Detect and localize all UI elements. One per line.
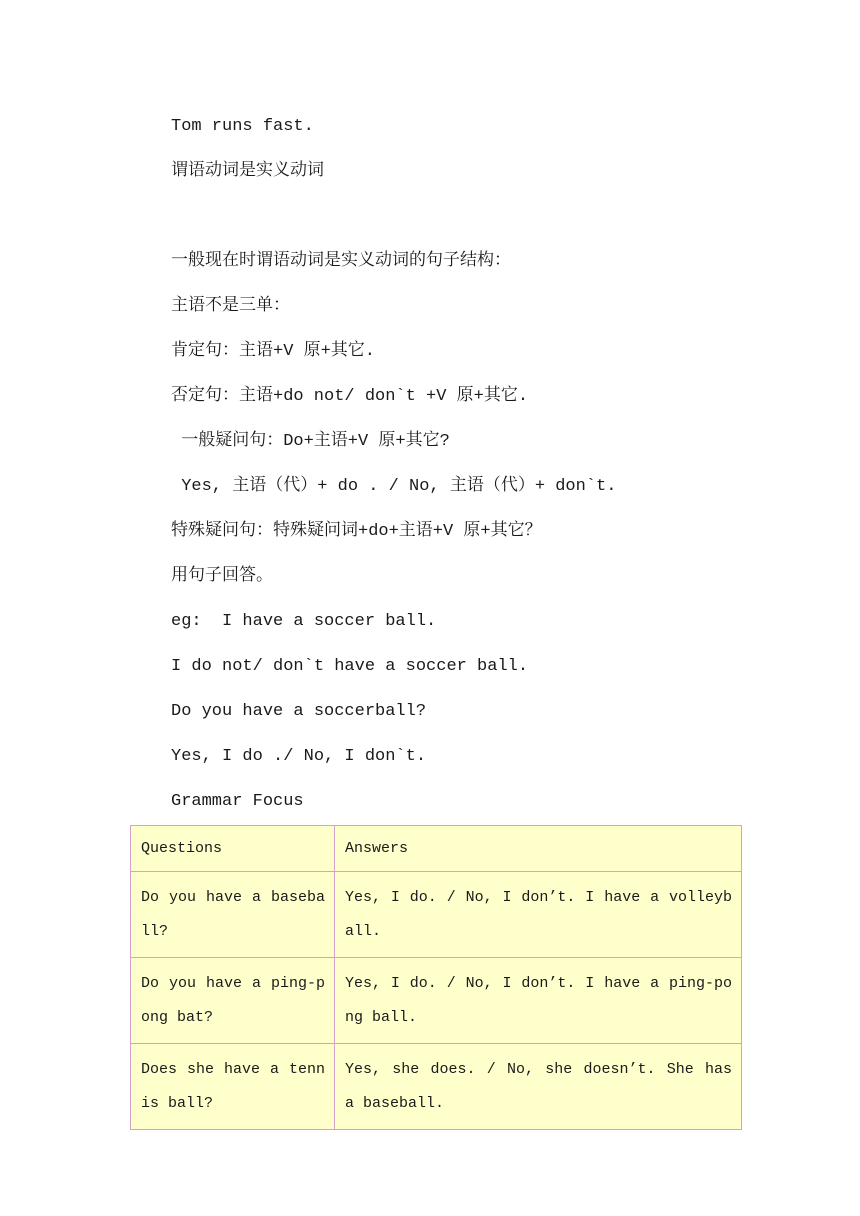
table-header-row — [131, 826, 742, 872]
text-line-3: 一般现在时谓语动词是实义动词的句子结构： — [171, 252, 511, 271]
header-answers: Answers — [335, 826, 742, 872]
text-line-11: eg: I have a soccer ball. — [171, 612, 437, 631]
grammar-focus-table — [130, 825, 741, 1130]
table-row — [131, 1044, 742, 1130]
header-questions: Questions — [131, 826, 335, 872]
table-row — [131, 872, 742, 958]
section-heading-grammar-focus: Grammar Focus — [171, 792, 304, 811]
table-row — [131, 958, 742, 1044]
text-line-1: Tom runs fast. — [171, 117, 314, 136]
text-line-7: 一般疑问句：Do+主语+V 原+其它? — [171, 432, 450, 451]
question-cell: Does she have a tennis ball? — [131, 1044, 335, 1130]
text-line-13: Do you have a soccerball? — [171, 702, 427, 721]
answer-cell: Yes, I do. / No, I don’t. I have a volleyball. — [335, 872, 742, 958]
text-line-10: 用句子回答。 — [171, 567, 273, 586]
question-cell: Do you have a baseball? — [131, 872, 335, 958]
question-cell: Do you have a ping-pong bat? — [131, 958, 335, 1044]
answer-cell: Yes, she does. / No, she doesn’t. She has a baseball. — [335, 1044, 742, 1130]
text-line-12: I do not/ don`t have a soccer ball. — [171, 657, 529, 676]
text-line-14: Yes, I do ./ No, I don`t. — [171, 747, 427, 766]
text-line-8: Yes, 主语（代）+ do . / No, 主语（代）+ don`t. — [171, 477, 617, 496]
text-line-2: 谓语动词是实义动词 — [171, 162, 324, 181]
answer-cell: Yes, I do. / No, I don’t. I have a ping-pong ball. — [335, 958, 742, 1044]
text-line-6: 否定句：主语+do not/ don`t +V 原+其它. — [171, 387, 529, 406]
text-line-9: 特殊疑问句：特殊疑问词+do+主语+V 原+其它？ — [171, 522, 542, 541]
text-line-5: 肯定句：主语+V 原+其它. — [171, 342, 376, 361]
text-line-4: 主语不是三单： — [171, 297, 290, 316]
